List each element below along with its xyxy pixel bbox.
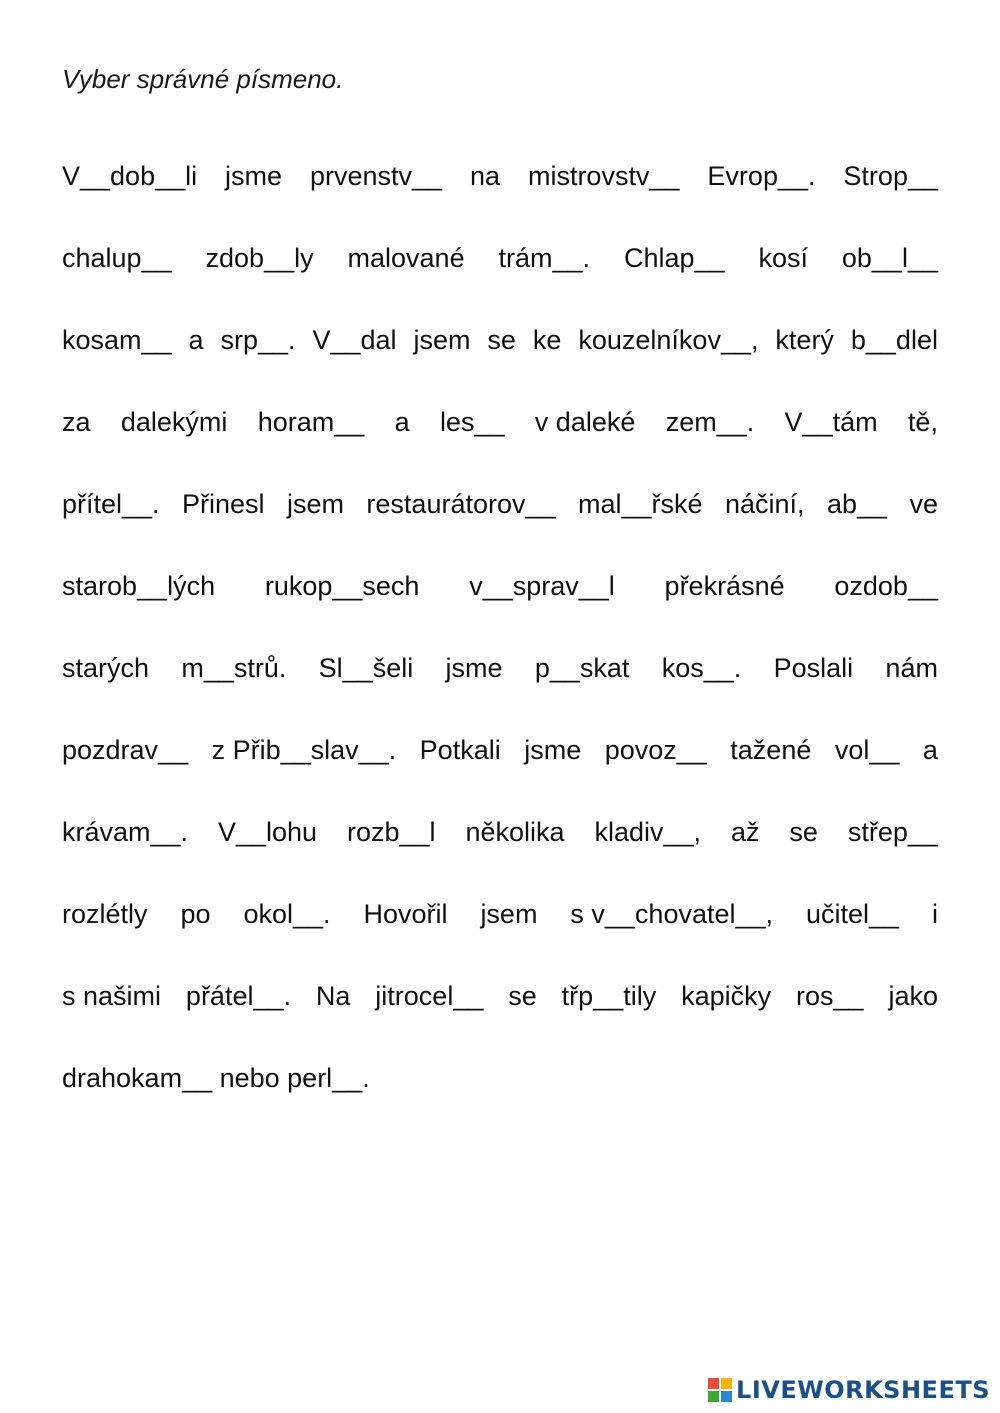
word: Chlap__ — [623, 243, 725, 273]
word: b__dlel — [850, 325, 938, 355]
word: horam__ — [257, 407, 365, 437]
word: jsem — [413, 325, 471, 355]
word: V__dob__li — [62, 161, 198, 191]
word: les__ — [439, 407, 505, 437]
word: přítel__. — [62, 489, 160, 519]
text-line — [62, 404, 938, 440]
word: chalup__ — [62, 243, 172, 273]
word: jsme — [445, 653, 503, 683]
word: střep__ — [847, 817, 938, 847]
word: tažené — [730, 735, 812, 765]
word: V__dal — [312, 325, 397, 355]
word: srp__. — [220, 325, 296, 355]
text-line — [62, 1060, 938, 1096]
word: Přinesl — [182, 489, 265, 519]
word: kapičky — [681, 981, 772, 1011]
word: restaurátorov__ — [366, 489, 556, 519]
word: povoz__ — [604, 735, 707, 765]
word: rozlétly — [62, 899, 148, 929]
text-line — [62, 568, 938, 604]
word: se — [789, 817, 818, 847]
word: Na — [315, 981, 351, 1011]
text-line — [62, 978, 938, 1014]
word: jsme — [524, 735, 582, 765]
word: ros__ — [796, 981, 864, 1011]
word: i — [931, 899, 938, 929]
word: trám__. — [498, 243, 591, 273]
word: se — [508, 981, 537, 1011]
word: Sl__šeli — [318, 653, 414, 683]
brand-footer — [708, 1375, 990, 1405]
word: tě, — [907, 407, 938, 437]
word: jitrocel__ — [375, 981, 484, 1011]
word: kladiv__, — [594, 817, 702, 847]
word: Strop__ — [843, 161, 938, 191]
text-line — [62, 486, 938, 522]
word: třp__tily — [561, 981, 657, 1011]
word: starých — [62, 653, 150, 683]
word: náčiní, — [724, 489, 805, 519]
word: starob__lých — [62, 571, 216, 601]
word: ob__l__ — [841, 243, 938, 273]
word: zdob__ly — [205, 243, 314, 273]
word: okol__. — [243, 899, 331, 929]
word: který — [775, 325, 834, 355]
word: až — [730, 817, 760, 847]
word: nám — [885, 653, 938, 683]
word: ab__ — [826, 489, 888, 519]
word: mal__řské — [577, 489, 703, 519]
word: z Přib__slav__. — [211, 735, 397, 765]
word: ozdob__ — [834, 571, 938, 601]
text-line — [62, 896, 938, 932]
word: se — [487, 325, 516, 355]
word: Hovořil — [363, 899, 448, 929]
word: vol__ — [834, 735, 900, 765]
word: rukop__sech — [264, 571, 420, 601]
word: pozdrav__ — [62, 735, 189, 765]
word: jsem — [480, 899, 538, 929]
word: na — [469, 161, 501, 191]
word: Evrop__. — [707, 161, 816, 191]
word: v__sprav__l — [469, 571, 615, 601]
word: překrásné — [664, 571, 785, 601]
text-line — [62, 814, 938, 850]
word: krávam__. — [62, 817, 189, 847]
word: malované — [347, 243, 465, 273]
word: s v__chovatel__, — [570, 899, 774, 929]
word: kos__. — [661, 653, 742, 683]
word: drahokam__ nebo perl__. — [62, 1063, 370, 1093]
word: učitel__ — [805, 899, 900, 929]
text-line — [62, 240, 938, 276]
word: V__lohu — [217, 817, 318, 847]
word: ve — [909, 489, 938, 519]
word: přátel__. — [185, 981, 291, 1011]
text-line — [62, 322, 938, 358]
word: ke — [532, 325, 562, 355]
text-line — [62, 158, 938, 194]
word: Poslali — [773, 653, 854, 683]
word: zem__. — [665, 407, 755, 437]
word: Potkali — [419, 735, 501, 765]
text-line — [62, 732, 938, 768]
word: za — [62, 407, 91, 437]
word: kouzelníkov__, — [578, 325, 759, 355]
word: prvenstv__ — [309, 161, 443, 191]
word: s našimi — [62, 981, 162, 1011]
word: m__strů. — [181, 653, 287, 683]
word: a — [394, 407, 410, 437]
word: mistrovstv__ — [527, 161, 680, 191]
brand-name: LIVEWORKSHEETS — [736, 1376, 990, 1404]
word: kosí — [758, 243, 808, 273]
word: po — [180, 899, 211, 929]
word: V__tám — [784, 407, 878, 437]
word: kosam__ — [62, 325, 172, 355]
word: a — [922, 735, 938, 765]
liveworksheets-logo-icon — [708, 1378, 732, 1402]
word: v daleké — [534, 407, 636, 437]
word: p__skat — [534, 653, 630, 683]
word: jsem — [286, 489, 344, 519]
text-line — [62, 650, 938, 686]
word: jsme — [225, 161, 283, 191]
word: jako — [888, 981, 938, 1011]
word: několika — [465, 817, 565, 847]
word: rozb__l — [347, 817, 436, 847]
word: a — [188, 325, 204, 355]
word: dalekými — [120, 407, 228, 437]
instruction-text: Vyber správné písmeno. — [62, 64, 344, 94]
